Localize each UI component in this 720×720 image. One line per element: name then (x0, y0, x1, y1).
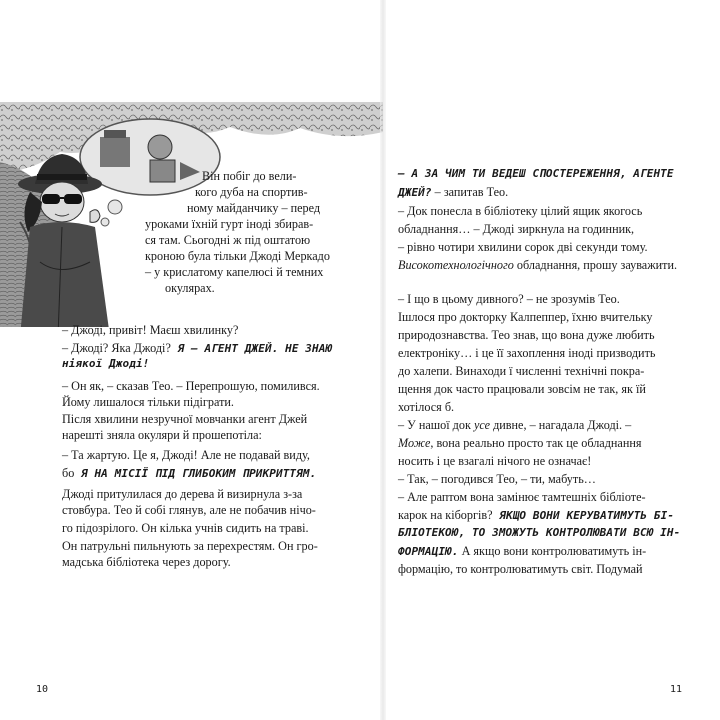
paragraph-line: – Так, – погодився Тео, – ти, мабуть… (398, 472, 596, 486)
text-line: окулярах. (165, 281, 215, 295)
text-line: ному майданчику – перед (187, 201, 321, 215)
paragraph-line: Після хвилини незручної мовчанки агент Джей (62, 412, 308, 426)
text-line: кого дуба на спортив- (195, 185, 308, 199)
paragraph-line: – У нашої док усе дивне, – нагадала Джоді. – (398, 418, 632, 432)
paragraph-line: Йому лишалося тільки підіграти. (62, 395, 234, 409)
paragraph-line: Ішлося про докторку Калпеппер, їхню вчительку (398, 310, 653, 324)
handwritten-callout: ЯКЩО ВОНИ КЕРУВАТИМУТЬ БІ- (492, 509, 675, 522)
text-line: Він побіг до вели- (202, 169, 297, 183)
paragraph-line: формацію, то контролюватимуть світ. Подумай (398, 562, 643, 576)
paragraph-line: електроніку… і це її захоплення іноді призводить (398, 346, 656, 360)
paragraph-line: до халепи. Винаходи ї численні технічні покра- (398, 364, 645, 378)
paragraph-line: хотілося б. (398, 400, 455, 414)
paragraph-line: Високотехнологічного обладнання, прошу зауважити. (398, 258, 678, 272)
paragraph-line: мадська бібліотека через дорогу. (62, 555, 231, 569)
text-line: – у крислатому капелюсі й темних (145, 265, 324, 279)
paragraph-line: Он патрульні пильнують за перехрестям. Он гро- (62, 539, 318, 553)
page-number: 10 (36, 684, 49, 695)
paragraph-line: бо Я НА МІСІЇ ПІД ГЛИБОКИМ ПРИКРИТТЯМ. (62, 466, 317, 480)
paragraph-line: стовбура. Тео й собі глянув, але не побачив нічо- (62, 503, 316, 517)
handwritten-callout: Я — АГЕНТ ДЖЕЙ. НЕ ЗНАЮ (170, 342, 333, 355)
paragraph-line: – рівно чотири хвилини сорок дві секунди тому. (398, 240, 648, 254)
paragraph-line: – Та жартую. Це я, Джоді! Але не подавай виду, (62, 448, 310, 462)
paragraph-line: – Он як, – сказав Тео. – Перепрошую, помилився. (62, 379, 320, 393)
paragraph-line: щення док часто працювали зовсім не так, як їй (398, 382, 646, 396)
text-line: уроками їхній гурт іноді збирав- (145, 217, 314, 231)
paragraph-line: ДЖЕЙ? – запитав Тео. (398, 185, 509, 199)
paragraph-line: карок на кіборгів? ЯКЩО ВОНИ КЕРУВАТИМУТЬ БІ- (398, 508, 675, 522)
paragraph-line: природознавства. Тео знав, що вона дуже любить (398, 328, 655, 342)
paragraph-line: – Але раптом вона замінює тамтешніх бібліоте- (398, 490, 646, 504)
right-page (383, 0, 720, 720)
handwritten-callout: – А ЗА ЧИМ ТИ ВЕДЕШ СПОСТЕРЕЖЕННЯ, АГЕНТЕ (398, 167, 674, 180)
handwritten-callout: БЛІОТЕКОЮ, ТО ЗМОЖУТЬ КОНТРОЛЮВАТИ ВСЮ ІН- (398, 526, 681, 539)
paragraph-line: ФОРМАЦІЮ. А якщо вони контролюватимуть ін- (398, 544, 647, 558)
paragraph-line: го підозрілого. Он кілька учнів сидить на траві. (62, 521, 309, 535)
paragraph-line: Джоді притулилася до дерева й визирнула з-за (62, 487, 303, 501)
paragraph-line: Може, вона реально просто так це обладнання (398, 436, 642, 450)
paragraph-line: носить і це взагалі нічого не означає! (398, 454, 592, 468)
text-line: кроною була тільки Джоді Меркадо (145, 249, 330, 263)
paragraph-line: – І що в цьому дивного? – не зрозумів Тео. (398, 292, 620, 306)
paragraph-line: – Док понесла в бібліотеку цілий ящик якогось (398, 204, 643, 218)
page-number: 11 (670, 684, 683, 695)
paragraph-line: нарешті зняла окуляри й прошепотіла: (62, 428, 262, 442)
text-line: ся там. Сьогодні ж під оштатою (145, 233, 311, 247)
paragraph-line: – Джоді? Яка Джоді? Я — АГЕНТ ДЖЕЙ. НЕ ЗНАЮ (62, 341, 333, 355)
paragraph-line: – Джоді, привіт! Маєш хвилинку? (62, 323, 239, 337)
paragraph-line: обладнання… – Джоді зиркнула на годинник, (398, 222, 635, 236)
handwritten-callout: ніякої Джоді! (62, 357, 150, 370)
handwritten-callout: Я НА МІСІЇ ПІД ГЛИБОКИМ ПРИКРИТТЯМ. (74, 467, 317, 480)
